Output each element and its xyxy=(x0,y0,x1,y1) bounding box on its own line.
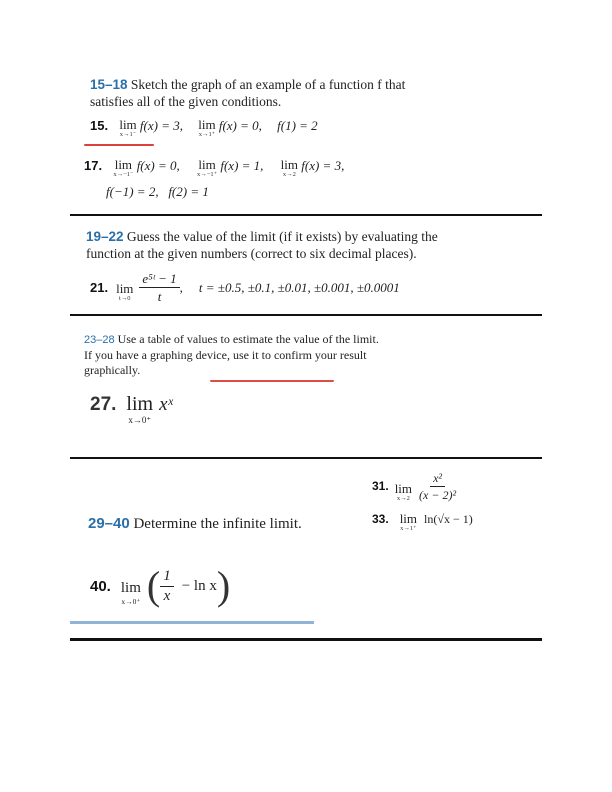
section-divider xyxy=(70,457,542,459)
denominator: t xyxy=(157,289,162,304)
limit-expression: f(x) = 0, xyxy=(136,158,180,173)
section-23-28-instructions xyxy=(84,332,379,378)
problem-number: 40. xyxy=(90,577,111,595)
limit-operator: lim x→0⁺ xyxy=(120,579,141,606)
section-15-18-instructions xyxy=(90,76,405,110)
section-divider xyxy=(70,314,542,316)
instruction-line: If you have a graphing device, use it to confirm your result xyxy=(84,348,367,362)
section-range: 15–18 xyxy=(90,77,128,92)
fraction xyxy=(139,272,179,303)
limit-expression: f(x) = 1, xyxy=(220,158,264,173)
section-range: 23–28 xyxy=(84,334,115,346)
problem-number: 15. xyxy=(90,118,109,133)
section-divider xyxy=(70,638,542,641)
problem-17 xyxy=(84,158,344,179)
separator: , xyxy=(179,279,183,295)
instruction-line: Use a table of values to estimate the value of the limit. xyxy=(117,332,379,346)
instruction-line: Sketch the graph of an example of a function f that xyxy=(130,77,406,92)
problem-21 xyxy=(90,272,400,303)
problem-number: 27. xyxy=(90,394,117,415)
numerator: 1 xyxy=(160,569,174,587)
numerator: x² xyxy=(430,472,445,487)
problem-17-conditions: f(−1) = 2, f(2) = 1 xyxy=(106,184,209,199)
section-29-40-instructions xyxy=(88,515,302,533)
limit-expression: f(x) = 3, xyxy=(301,158,345,173)
problem-33 xyxy=(372,512,473,533)
section-divider xyxy=(70,214,542,216)
problem-40 xyxy=(90,563,231,608)
denominator: (x − 2)² xyxy=(419,487,457,502)
limit-expression: − ln x xyxy=(181,577,217,594)
problem-number: 17. xyxy=(84,158,103,173)
limit-operator: lim x→1⁻ xyxy=(119,117,137,138)
limit-operator: lim x→0⁺ xyxy=(126,393,154,425)
problem-15 xyxy=(90,118,318,139)
instruction-line: satisfies all of the given conditions. xyxy=(90,94,282,109)
instruction-line: Guess the value of the limit (if it exists) by evaluating the xyxy=(126,229,438,244)
limit-operator: lim x→1⁺ xyxy=(399,511,418,532)
limit-expression: ln(√x − 1) xyxy=(424,512,473,526)
fraction xyxy=(416,472,459,501)
instruction-line: function at the given numbers (correct to six decimal places). xyxy=(86,246,417,261)
evaluation-values: t = ±0.5, ±0.1, ±0.01, ±0.001, ±0.0001 xyxy=(198,279,400,295)
section-19-22-instructions xyxy=(86,228,438,262)
instruction-line: Determine the infinite limit. xyxy=(133,516,302,532)
numerator: e⁵ᵗ − 1 xyxy=(139,272,179,288)
problem-27 xyxy=(90,394,173,425)
limit-expression: xˣ xyxy=(159,394,173,415)
denominator: x xyxy=(163,587,171,604)
instruction-line: graphically. xyxy=(84,363,141,377)
section-range: 29–40 xyxy=(88,515,130,532)
problem-number: 33. xyxy=(372,512,389,526)
limit-operator: lim x→2 xyxy=(394,481,413,502)
function-value: f(1) = 2 xyxy=(277,118,318,133)
limit-expression: f(x) = 0, xyxy=(218,118,262,133)
limit-expression: f(x) = 3, xyxy=(139,118,183,133)
right-paren: ) xyxy=(216,563,231,608)
red-underline-mark xyxy=(84,144,154,146)
problem-number: 21. xyxy=(90,280,109,295)
red-underline-mark xyxy=(210,380,334,382)
limit-operator: lim x→−1⁻ xyxy=(113,157,134,178)
problem-number: 31. xyxy=(372,479,389,494)
limit-operator: lim t→0 xyxy=(116,281,134,303)
problem-31 xyxy=(372,470,459,503)
fraction xyxy=(160,569,174,604)
section-range: 19–22 xyxy=(86,229,124,244)
blue-underline xyxy=(70,621,314,624)
left-paren: ( xyxy=(146,563,161,608)
limit-operator: lim x→2 xyxy=(280,157,299,178)
limit-operator: lim x→−1⁺ xyxy=(197,157,218,178)
limit-operator: lim x→1⁺ xyxy=(198,117,216,138)
